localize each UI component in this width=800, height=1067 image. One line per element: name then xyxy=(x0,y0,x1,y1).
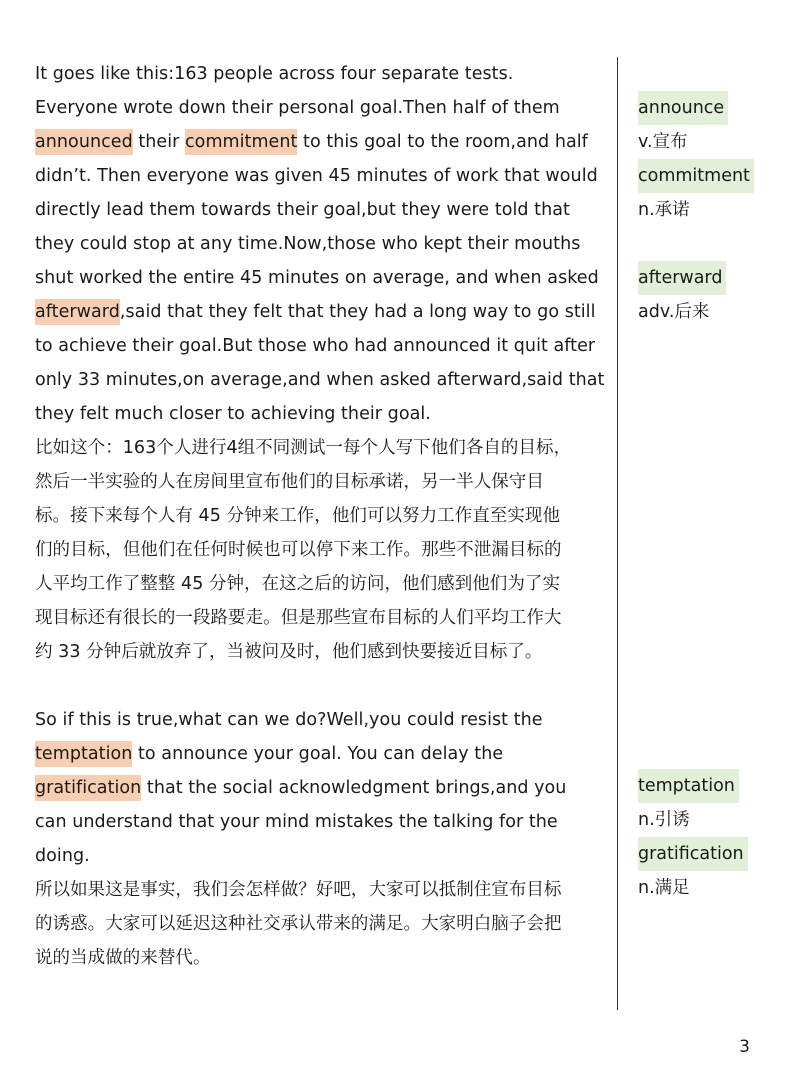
text-line: they felt much closer to achieving their goal. xyxy=(35,404,431,424)
chinese-text-line: 们的目标，但他们在任何时候也可以停下来工作。那些不泄漏目标的 xyxy=(35,540,562,560)
text-line: didn’t. Then everyone was given 45 minutes of work that would xyxy=(35,166,598,186)
text-line: shut worked the entire 45 minutes on average, and when asked xyxy=(35,268,599,288)
text-segment: to this goal to the room,and half xyxy=(297,132,588,152)
note-definition: n.满足 xyxy=(638,878,690,898)
text-line: can understand that your mind mistakes the talking for the xyxy=(35,812,558,832)
note-word-commitment: commitment xyxy=(638,159,754,193)
note-word-gratification: gratification xyxy=(638,837,748,871)
highlighted-word-commitment: commitment xyxy=(185,129,297,155)
text-line: directly lead them towards their goal,but they were told that xyxy=(35,200,570,220)
chinese-text-line: 人平均工作了整整 45 分钟，在这之后的访问，他们感到他们为了实 xyxy=(35,574,560,594)
text-line: to achieve their goal.But those who had announced it quit after xyxy=(35,336,596,356)
note-word-afterward: afterward xyxy=(638,261,726,295)
main-text xyxy=(35,57,605,975)
text-line: It goes like this:163 people across four separate tests. xyxy=(35,64,514,84)
note-definition: n.引诱 xyxy=(638,810,690,830)
text-line xyxy=(35,295,605,329)
chinese-text-line: 的诱惑。大家可以延迟这种社交承认带来的满足。大家明白脑子会把 xyxy=(35,914,562,934)
chinese-text-line: 说的当成做的来替代。 xyxy=(35,948,211,968)
text-line: So if this is true,what can we do?Well,you could resist the xyxy=(35,710,543,730)
highlighted-word-temptation: temptation xyxy=(35,741,132,767)
text-line: only 33 minutes,on average,and when asked afterward,said that xyxy=(35,370,605,390)
margin-divider xyxy=(617,57,618,1010)
highlighted-word-gratification: gratification xyxy=(35,775,141,801)
page-number: 3 xyxy=(739,1037,750,1057)
text-line: Everyone wrote down their personal goal.Then half of them xyxy=(35,98,560,118)
text-line xyxy=(35,737,605,771)
text-segment: to announce your goal. You can delay the xyxy=(132,744,504,764)
chinese-text-line: 现目标还有很长的一段路要走。但是那些宣布目标的人们平均工作大 xyxy=(35,608,562,628)
highlighted-word-afterward: afterward xyxy=(35,299,120,325)
note-word-temptation: temptation xyxy=(638,769,739,803)
text-segment: that the social acknowledgment brings,and you xyxy=(141,778,567,798)
text-line: doing. xyxy=(35,846,90,866)
chinese-text-line: 比如这个：163个人进行4组不同测试一每个人写下他们各自的目标， xyxy=(35,438,572,458)
text-line: they could stop at any time.Now,those who kept their mouths xyxy=(35,234,581,254)
highlighted-word-announced: announced xyxy=(35,129,133,155)
chinese-text-line: 标。接下来每个人有 45 分钟来工作，他们可以努力工作直至实现他 xyxy=(35,506,560,526)
chinese-text-line: 所以如果这是事实，我们会怎样做？好吧，大家可以抵制住宣布目标 xyxy=(35,880,562,900)
text-line xyxy=(35,125,605,159)
paragraph-gap xyxy=(35,669,605,703)
text-line xyxy=(35,771,605,805)
note-definition: n.承诺 xyxy=(638,200,690,220)
note-word-announce: announce xyxy=(638,91,728,125)
text-segment: ,said that they felt that they had a long way to go still xyxy=(119,302,596,322)
note-definition: adv.后来 xyxy=(638,302,710,322)
chinese-text-line: 约 33 分钟后就放弃了，当被问及时，他们感到快要接近目标了。 xyxy=(35,642,543,662)
text-segment: their xyxy=(132,132,186,152)
chinese-text-line: 然后一半实验的人在房间里宣布他们的目标承诺，另一半人保守目 xyxy=(35,472,544,492)
note-definition: v.宣布 xyxy=(638,132,688,152)
